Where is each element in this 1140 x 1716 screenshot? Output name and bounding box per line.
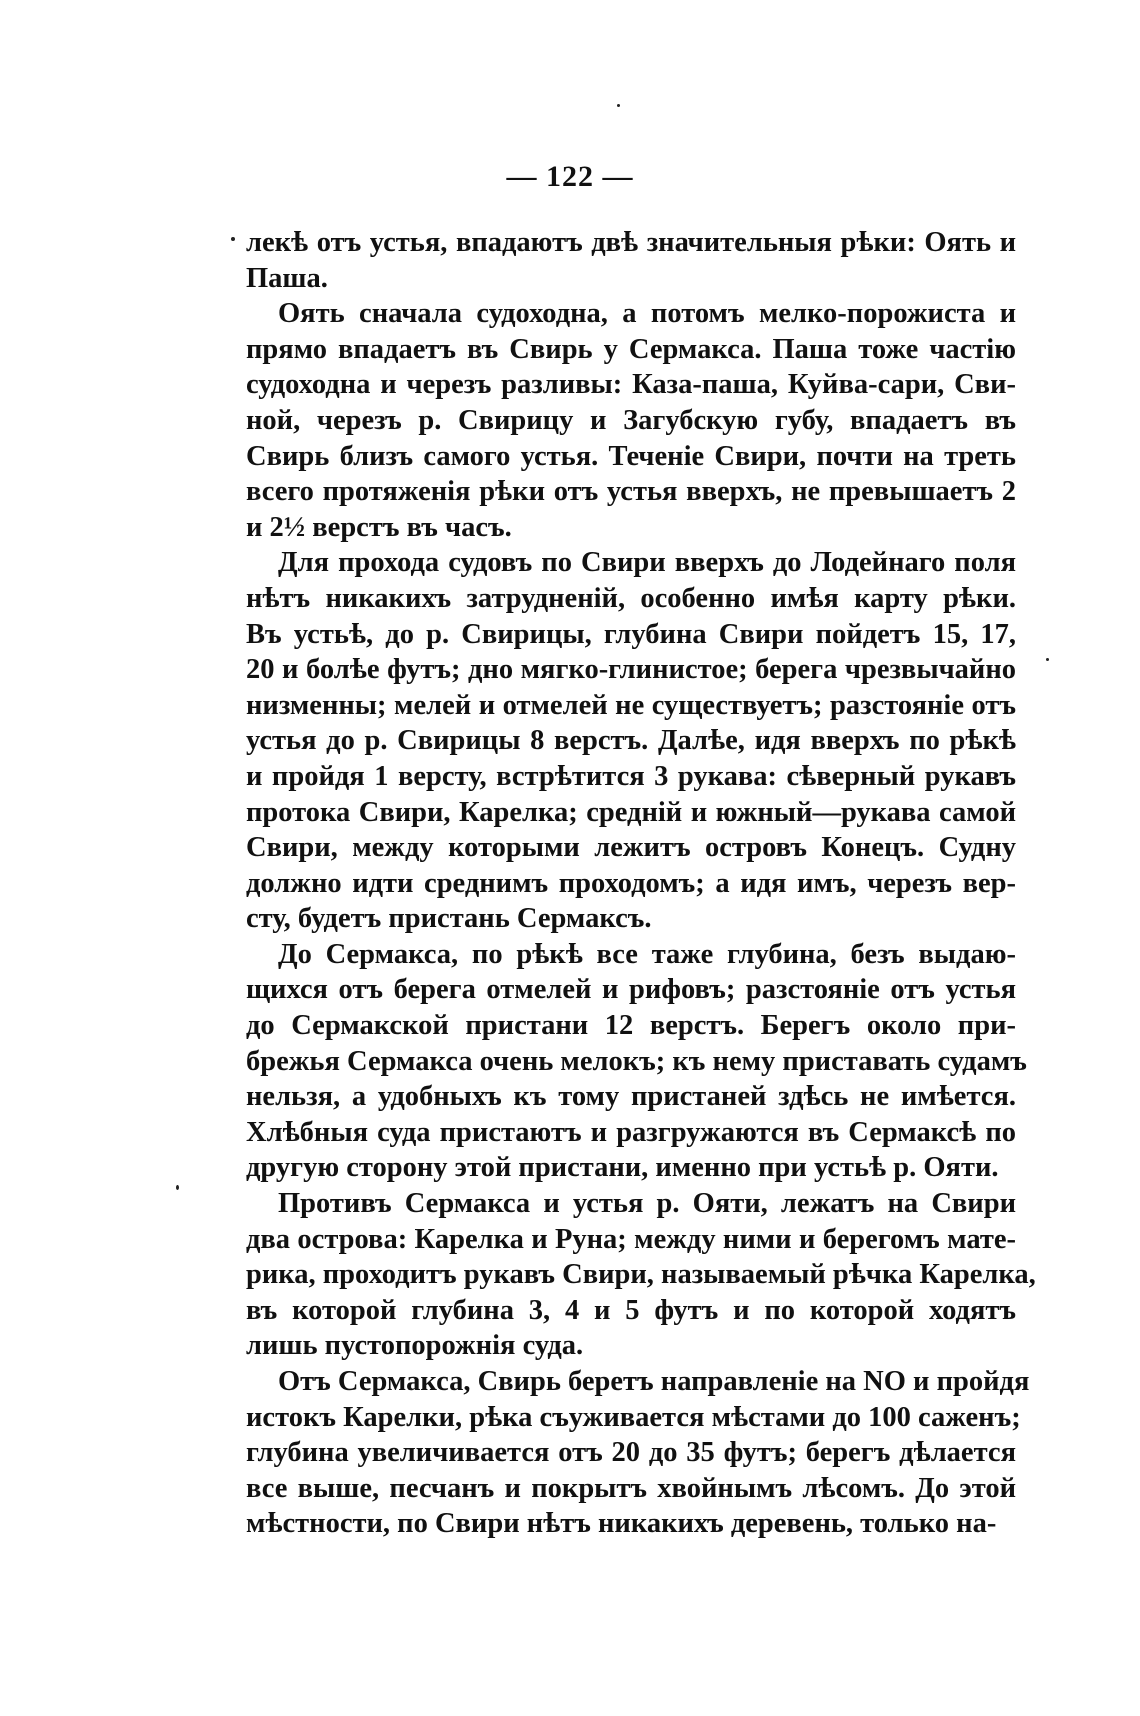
text-line: всего протяженія рѣки отъ устья вверхъ, не превышаетъ 2 [246, 476, 1016, 508]
text-line: низменны; мелей и отмелей не существуетъ; разстояніе отъ [246, 689, 1016, 721]
text-line: мѣстности, по Свири нѣтъ никакихъ деревень, только на- [246, 1508, 997, 1540]
paragraph [246, 225, 1016, 296]
paragraph [246, 1186, 1036, 1364]
text-line: прямо впадаетъ въ Свирь у Сермакса. Паша тоже частію [246, 333, 1016, 365]
text-line: должно идти среднимъ проходомъ; а идя имъ, черезъ вер- [246, 867, 1016, 899]
text-line: Хлѣбныя суда пристаютъ и разгружаются въ Сермаксѣ по [246, 1116, 1016, 1148]
paragraph [246, 937, 1027, 1186]
text-line: сту, будетъ пристань Сермаксъ. [246, 903, 652, 935]
text-line: Отъ Сермакса, Свирь беретъ направленіе на NO и пройдя [278, 1366, 1030, 1397]
paragraph [246, 296, 1016, 545]
text-line: два острова: Карелка и Руна; между ними и берегомъ мате- [246, 1223, 1016, 1255]
text-line: глубина увеличивается отъ 20 до 35 футъ; берегъ дѣлается [246, 1437, 1016, 1469]
text-line: все выше, песчанъ и покрытъ хвойнымъ лѣсомъ. До этой [246, 1472, 1016, 1504]
scan-speck [1046, 658, 1049, 661]
text-line: нѣтъ никакихъ затрудненій, особенно имѣя карту рѣки. [246, 582, 1016, 614]
scan-speck [231, 237, 235, 241]
body-text [246, 225, 1036, 1542]
text-line: и 2½ верстъ въ часъ. [246, 511, 512, 543]
text-line: Свири, между которыми лежитъ островъ Конецъ. Судну [246, 832, 1016, 864]
text-line: Въ устьѣ, до р. Свирицы, глубина Свири пойдетъ 15, 17, [246, 618, 1016, 650]
text-line: устья до р. Свирицы 8 верстъ. Далѣе, идя вверхъ по рѣкѣ [246, 725, 1016, 757]
text-line: 20 и болѣе футъ; дно мягко-глинистое; берега чрезвычайно [246, 654, 1016, 686]
text-line: До Сермакса, по рѣкѣ все таже глубина, безъ выдаю- [278, 938, 1016, 970]
text-line: нельзя, а удобныхъ къ тому пристаней здѣсь не имѣется. [246, 1081, 1016, 1113]
scan-speck [176, 1185, 179, 1190]
text-line: другую сторону этой пристани, именно при устьѣ р. Ояти. [246, 1152, 999, 1184]
text-line: судоходна и черезъ разливы: Каза-паша, Куйва-сари, Сви- [246, 369, 1016, 401]
text-line: рика, проходитъ рукавъ Свири, называемый рѣчка Карелка, [246, 1259, 1036, 1291]
text-line: въ которой глубина 3, 4 и 5 футъ и по которой ходятъ [246, 1294, 1016, 1326]
text-line: и пройдя 1 версту, встрѣтится 3 рукава: сѣверный рукавъ [246, 760, 1016, 792]
paragraph [246, 545, 1016, 937]
text-line: лишь пустопорожнія суда. [246, 1330, 584, 1362]
text-line: щихся отъ берега отмелей и рифовъ; разстояніе отъ устья [246, 974, 1016, 1006]
text-line: Паша. [246, 262, 328, 294]
scan-speck [617, 104, 620, 107]
text-line: до Сермакской пристани 12 верстъ. Берегъ около при- [246, 1010, 1016, 1042]
text-line: брежья Сермакса очень мелокъ; къ нему приставать судамъ [246, 1045, 1027, 1077]
text-line: Противъ Сермакса и устья р. Ояти, лежатъ на Свири [278, 1188, 1016, 1220]
text-line: лекѣ отъ устья, впадаютъ двѣ значительныя рѣки: Оять и [246, 227, 1016, 258]
page-number: — 122 — [506, 160, 634, 193]
text-line: ной, черезъ р. Свирицу и Загубскую губу, впадаетъ въ [246, 404, 1016, 436]
text-line: Свирь близъ самого устья. Теченіе Свири, почти на треть [246, 440, 1016, 472]
text-line: Для прохода судовъ по Свири вверхъ до Лодейнаго поля [278, 547, 1016, 579]
paragraph [246, 1364, 1030, 1542]
text-line: истокъ Карелки, рѣка съуживается мѣстами до 100 саженъ; [246, 1401, 1021, 1433]
text-line: Оять сначала судоходна, а потомъ мелко-порожиста и [278, 298, 1016, 330]
text-line: протока Свири, Карелка; средній и южный—рукава самой [246, 796, 1016, 828]
